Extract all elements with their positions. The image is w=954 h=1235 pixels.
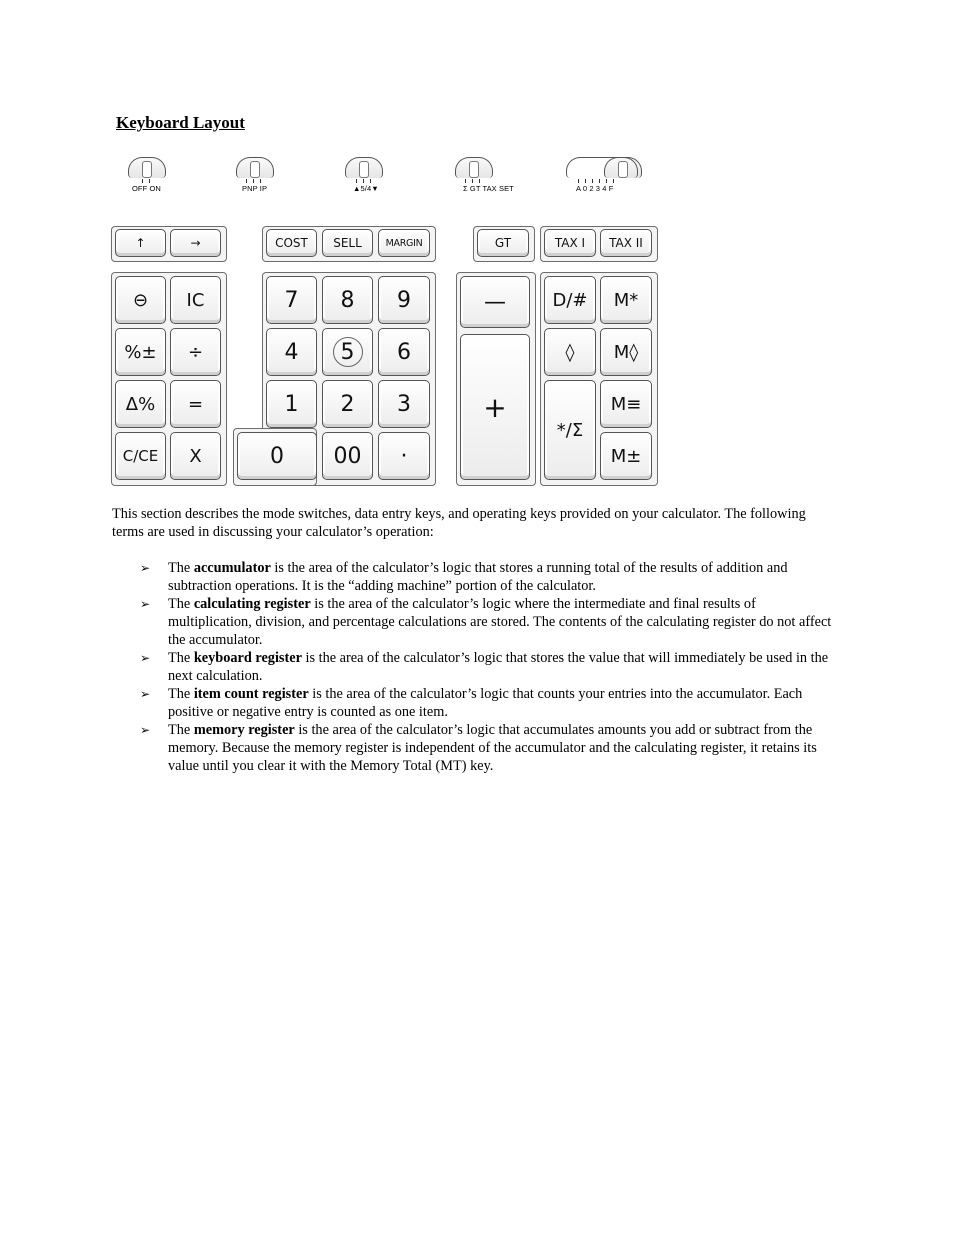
memory-equals-button[interactable]: M≡ [600, 380, 652, 428]
digit-4-button[interactable]: 4 [266, 328, 317, 376]
switch-label: A 0 2 3 4 F [576, 184, 614, 193]
digit-0-button[interactable]: 0 [237, 432, 317, 480]
digit-8-button[interactable]: 8 [322, 276, 373, 324]
equals-button[interactable]: = [170, 380, 221, 428]
divide-button[interactable]: ÷ [170, 328, 221, 376]
list-item: ➢ The calculating register is the area of the calculator’s logic where the intermediate and final results of multiplication, division, and percentage calculations are stored. The contents of the calculating register do not affect the accumulator. [140, 596, 832, 648]
list-item: ➢ The accumulator is the area of the calculator’s logic that stores a running total of the results of addition and subtraction operations. It is the “adding machine” portion of the calculator. [140, 560, 788, 594]
total-sum-button[interactable]: */Σ [544, 380, 596, 480]
memory-plus-minus-button[interactable]: M± [600, 432, 652, 480]
decimal-point-button[interactable]: · [378, 432, 430, 480]
switch-ticks [465, 179, 486, 183]
clear-rotate-button[interactable]: ⊖ [115, 276, 166, 324]
switch-ticks [356, 179, 377, 183]
double-zero-button[interactable]: 00 [322, 432, 373, 480]
tax-1-button[interactable]: TAX I [544, 229, 596, 257]
terms-list [140, 559, 840, 775]
switch-knob[interactable] [455, 157, 493, 178]
margin-button[interactable]: MARGIN [378, 229, 430, 257]
switch-label: OFF ON [132, 184, 161, 193]
section-heading: Keyboard Layout [116, 113, 245, 132]
bullet-arrow-icon: ➢ [140, 651, 151, 665]
paper-feed-right-button[interactable]: → [170, 229, 221, 257]
digit-6-button[interactable]: 6 [378, 328, 430, 376]
tax-2-button[interactable]: TAX II [600, 229, 652, 257]
home-key-ring: 5 [333, 337, 363, 367]
list-item: ➢ The memory register is the area of the calculator’s logic that accumulates amounts you add or subtract from the memory. Because the memory register is independent of the accumulator and the calculating register, it retains its value until you clear it with the Memory Total (MT) key. [140, 722, 817, 774]
clear-entry-button[interactable]: C/CE [115, 432, 166, 480]
digit-9-button[interactable]: 9 [378, 276, 430, 324]
digit-7-button[interactable]: 7 [266, 276, 317, 324]
switch-label: ▲5/4▼ [353, 184, 379, 193]
plus-button[interactable]: + [460, 334, 530, 480]
switch-label: PNP IP [242, 184, 268, 193]
multiply-button[interactable]: X [170, 432, 221, 480]
switch-label: Σ GT TAX SET [463, 184, 514, 193]
date-number-button[interactable]: D/# [544, 276, 596, 324]
intro-paragraph: This section describes the mode switches, data entry keys, and operating keys provided on your calculator. The following terms are used in discussing your calculator’s operation: [112, 506, 806, 540]
subtotal-button[interactable]: ◊ [544, 328, 596, 376]
list-item: ➢ The keyboard register is the area of the calculator’s logic that stores the value that will immediately be used in the next calculation. [140, 650, 829, 684]
percent-plus-minus-button[interactable]: %± [115, 328, 166, 376]
digit-2-button[interactable]: 2 [322, 380, 373, 428]
switch-knob[interactable] [128, 157, 166, 178]
switch-knob[interactable] [345, 157, 383, 178]
bullet-arrow-icon: ➢ [140, 561, 151, 575]
switch-ticks [246, 179, 267, 183]
digit-5-button[interactable] [322, 328, 373, 376]
sell-button[interactable]: SELL [322, 229, 373, 257]
memory-total-button[interactable]: M* [600, 276, 652, 324]
cost-button[interactable]: COST [266, 229, 317, 257]
memory-subtotal-button[interactable]: M◊ [600, 328, 652, 376]
switch-ticks [578, 179, 620, 183]
minus-button[interactable]: — [460, 276, 530, 328]
delta-percent-button[interactable]: Δ% [115, 380, 166, 428]
bullet-arrow-icon: ➢ [140, 597, 151, 611]
grand-total-button[interactable]: GT [477, 229, 529, 257]
switch-track [566, 157, 638, 178]
digit-3-button[interactable]: 3 [378, 380, 430, 428]
digit-1-button[interactable]: 1 [266, 380, 317, 428]
switch-knob[interactable] [236, 157, 274, 178]
item-count-button[interactable]: IC [170, 276, 221, 324]
list-item: ➢ The item count register is the area of the calculator’s logic that counts your entries into the accumulator. Each positive or negative entry is counted as one item. [140, 686, 803, 720]
bullet-arrow-icon: ➢ [140, 723, 151, 737]
switch-ticks [142, 179, 156, 183]
bullet-arrow-icon: ➢ [140, 687, 151, 701]
paper-feed-up-button[interactable]: ↑ [115, 229, 166, 257]
